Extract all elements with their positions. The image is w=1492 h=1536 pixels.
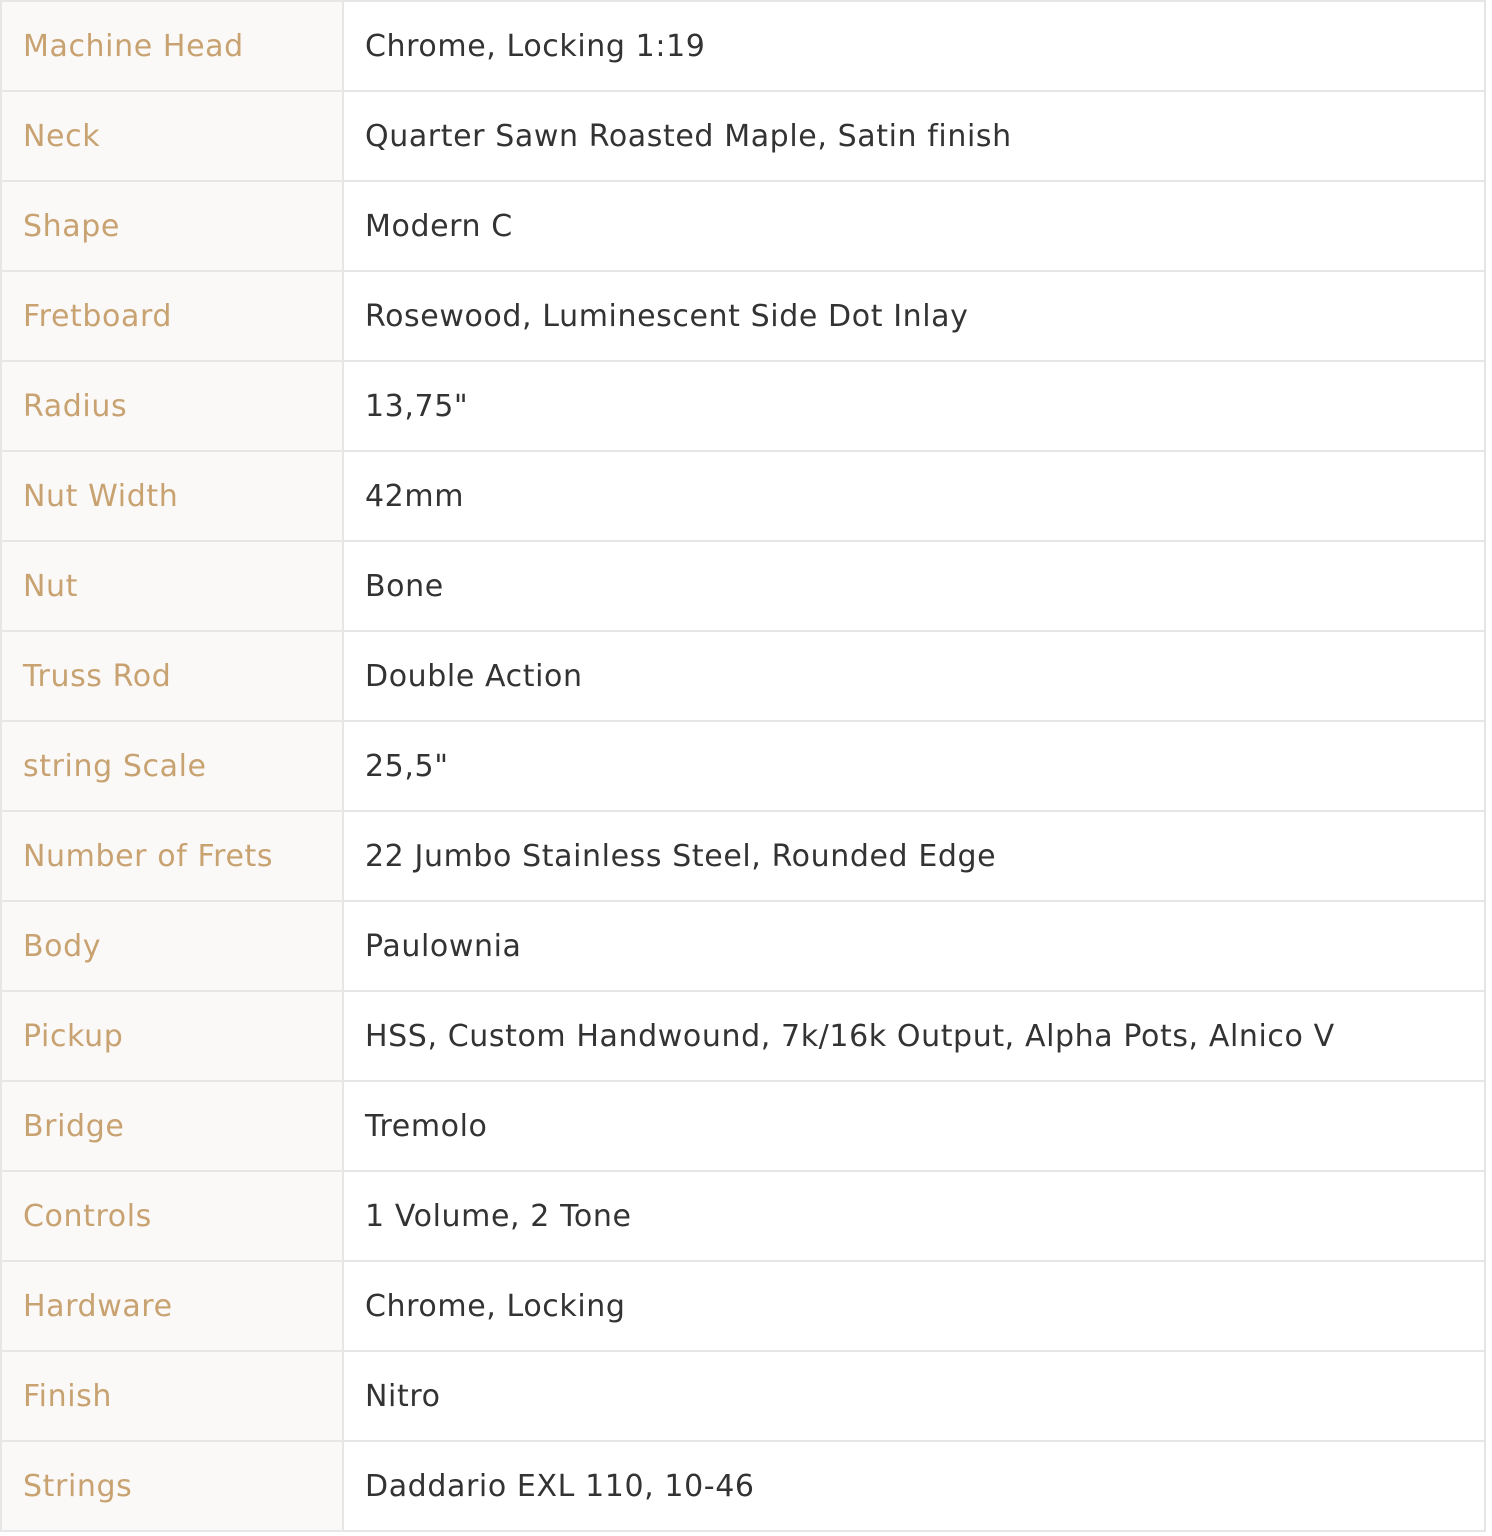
- spec-row-string-scale: [1, 721, 1485, 811]
- spec-row-hardware: [1, 1261, 1485, 1351]
- spec-value: 25,5": [343, 721, 1485, 811]
- spec-value: Daddario EXL 110, 10-46: [343, 1441, 1485, 1531]
- spec-label: Radius: [1, 361, 343, 451]
- spec-label: Body: [1, 901, 343, 991]
- spec-value: 42mm: [343, 451, 1485, 541]
- spec-value: Chrome, Locking: [343, 1261, 1485, 1351]
- spec-row-fretboard: [1, 271, 1485, 361]
- spec-label: Hardware: [1, 1261, 343, 1351]
- spec-value: 13,75": [343, 361, 1485, 451]
- spec-value: Rosewood, Luminescent Side Dot Inlay: [343, 271, 1485, 361]
- spec-value: Quarter Sawn Roasted Maple, Satin finish: [343, 91, 1485, 181]
- spec-value: Chrome, Locking 1:19: [343, 1, 1485, 91]
- spec-label: Finish: [1, 1351, 343, 1441]
- spec-row-controls: [1, 1171, 1485, 1261]
- spec-value: 1 Volume, 2 Tone: [343, 1171, 1485, 1261]
- spec-label: Nut Width: [1, 451, 343, 541]
- spec-row-number-of-frets: [1, 811, 1485, 901]
- spec-label: Pickup: [1, 991, 343, 1081]
- spec-label: Fretboard: [1, 271, 343, 361]
- spec-value: Modern C: [343, 181, 1485, 271]
- spec-row-truss-rod: [1, 631, 1485, 721]
- spec-label: Shape: [1, 181, 343, 271]
- spec-label: string Scale: [1, 721, 343, 811]
- spec-label: Bridge: [1, 1081, 343, 1171]
- spec-row-strings: [1, 1441, 1485, 1531]
- spec-label: Number of Frets: [1, 811, 343, 901]
- specifications-table-body: [1, 1, 1485, 1531]
- spec-row-radius: [1, 361, 1485, 451]
- spec-label: Nut: [1, 541, 343, 631]
- spec-value: HSS, Custom Handwound, 7k/16k Output, Alpha Pots, Alnico V: [343, 991, 1485, 1081]
- spec-label: Truss Rod: [1, 631, 343, 721]
- spec-value: Bone: [343, 541, 1485, 631]
- spec-label: Neck: [1, 91, 343, 181]
- spec-value: Nitro: [343, 1351, 1485, 1441]
- spec-value: Double Action: [343, 631, 1485, 721]
- spec-row-shape: [1, 181, 1485, 271]
- spec-label: Strings: [1, 1441, 343, 1531]
- spec-row-bridge: [1, 1081, 1485, 1171]
- spec-label: Controls: [1, 1171, 343, 1261]
- spec-label: Machine Head: [1, 1, 343, 91]
- spec-row-finish: [1, 1351, 1485, 1441]
- spec-row-nut-width: [1, 451, 1485, 541]
- spec-value: Paulownia: [343, 901, 1485, 991]
- spec-row-neck: [1, 91, 1485, 181]
- spec-row-body: [1, 901, 1485, 991]
- spec-value: 22 Jumbo Stainless Steel, Rounded Edge: [343, 811, 1485, 901]
- spec-row-machine-head: [1, 1, 1485, 91]
- spec-row-nut: [1, 541, 1485, 631]
- spec-row-pickup: [1, 991, 1485, 1081]
- spec-value: Tremolo: [343, 1081, 1485, 1171]
